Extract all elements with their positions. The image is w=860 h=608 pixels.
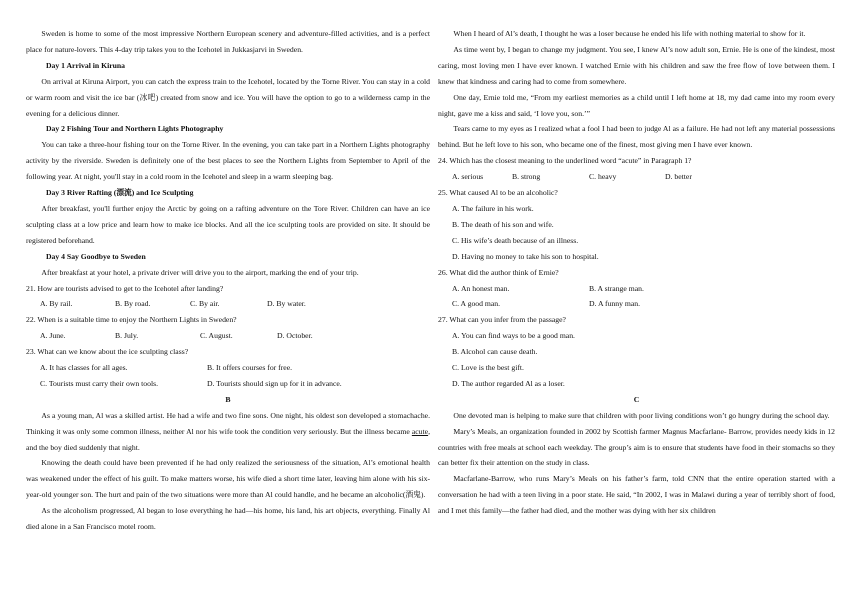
option-21c: C. By air. [190, 299, 220, 309]
option-22a: A. June. [40, 331, 66, 341]
section-c-paragraph-1: One devoted man is helping to make sure that children with poor living conditions won’t go hungry during the school day. [453, 410, 830, 420]
option-27c: C. Love is the best gift. [452, 363, 524, 373]
option-21d: D. By water. [267, 299, 306, 309]
option-22b: B. July. [115, 331, 139, 341]
left-column [26, 26, 430, 535]
question-22: 22. When is a suitable time to enjoy the Northern Lights in Sweden? [26, 315, 237, 325]
intro-paragraph: Sweden is home to some of the most impressive Northern European scenery and adventure-filled activities, and is a perfect place for nature-lovers. This 4-day trip takes you to the Icehotel in Jukkasjarvi in Sweden. [26, 29, 430, 54]
question-22-options [26, 328, 430, 344]
section-b-paragraph-3: As the alcoholism progressed, Al began to lose everything he had—his home, his land, his art objects, everything. Finally Al died alone in a San Francisco motel room. [26, 506, 430, 532]
section-c-heading: C [633, 394, 640, 404]
b-continued-paragraph-1: When I heard of Al’s death, I thought he was a loser because he ended his life with nothing material to show for it. [453, 29, 806, 38]
question-23-options-ab [26, 360, 430, 376]
section-b-paragraph-1 [26, 408, 430, 456]
option-25b: B. The death of his son and wife. [452, 219, 554, 229]
b-p1-before: As a young man, Al was a skilled artist. He had a wife and two fine sons. One night, his oldest son developed a stomachache. Thinking it was only some common illness, neither Al nor his wife took the condition very seriously. But the illness became [26, 410, 430, 436]
option-25d: D. Having no money to take his son to hospital. [452, 251, 599, 261]
option-22c: C. August. [200, 331, 233, 341]
question-24-options [438, 169, 835, 185]
option-26b: B. A strange man. [589, 283, 644, 293]
option-23d: D. Tourists should sign up for it in advance. [207, 378, 342, 388]
option-24b: B. strong [512, 172, 541, 182]
question-24: 24. Which has the closest meaning to the underlined word “acute” in Paragraph 1? [438, 156, 692, 166]
option-25a: A. The failure in his work. [452, 203, 534, 213]
question-26-options-cd [438, 296, 835, 312]
option-24d: D. better [665, 172, 692, 182]
section-b-heading: B [225, 394, 231, 404]
b-continued-paragraph-4: Tears came to my eyes as I realized what a fool I had been to judge Al as a failure. He had not left any material possessions behind. But he left love to his son, who became one of the finest, most giving men I have ever known. [438, 124, 835, 150]
option-27b: B. Alcohol can cause death. [452, 347, 538, 357]
underlined-word-acute: acute [411, 426, 429, 436]
option-27a: A. You can find ways to be a good man. [452, 331, 575, 341]
option-23b: B. It offers courses for free. [207, 363, 293, 373]
question-23-options-cd [26, 376, 430, 392]
day3-heading: Day 3 River Rafting (漂流) and Ice Sculpting [46, 188, 194, 198]
option-22d: D. October. [277, 331, 313, 341]
option-26c: C. A good man. [452, 299, 501, 309]
section-c-paragraph-3: Macfarlane-Barrow, who runs Mary’s Meals on his father’s farm, told CNN that the entire operation started with a conversation he had with a teen living in a poor state. He said, “In 2002, I was in Malawi during a year of terribly short of food, and I met this family—the father had died, and the mother was dying with her six children [438, 474, 835, 516]
day1-heading: Day 1 Arrival in Kiruna [46, 60, 126, 70]
question-26-options-ab [438, 281, 835, 297]
option-25c: C. His wife’s death because of an illness. [452, 235, 579, 245]
option-23c: C. Tourists must carry their own tools. [40, 378, 159, 388]
question-25: 25. What caused Al to be an alcoholic? [438, 188, 558, 198]
question-26: 26. What did the author think of Ernie? [438, 267, 559, 277]
option-24a: A. serious [452, 172, 484, 182]
b-p1-after: , and the boy died suddenly that night. [26, 426, 430, 452]
question-27: 27. What can you infer from the passage? [438, 315, 566, 325]
option-26a: A. An honest man. [452, 283, 510, 293]
option-27d: D. The author regarded Al as a loser. [452, 378, 565, 388]
right-column [438, 26, 835, 519]
day2-heading: Day 2 Fishing Tour and Northern Lights Photography [46, 124, 224, 134]
option-23a: A. It has classes for all ages. [40, 363, 128, 373]
day2-paragraph: You can take a three-hour fishing tour on the Torne River. In the evening, you can take part in a Northern Lights photography activity by the riverside. Sweden is definitely one of the best places to see the Northern Lights from September to April of the following year. At night, you'll stay in a cold room in the Icehotel and sleep in a warm sleeping bag. [26, 140, 430, 182]
question-21-options [26, 296, 430, 312]
b-continued-paragraph-2: As time went by, I began to change my judgment. You see, I knew Al’s now adult son, Ernie. He is one of the kindest, most caring, most loving men I have ever known. I watched Ernie with his children and saw the free flow of love between them. I knew that kindness and caring had to come from somewhere. [438, 44, 835, 86]
section-b-paragraph-2: Knowing the death could have been prevented if he had only realized the seriousness of the situation, Al’s emotional health was weakened under the effect of his guilt. To make matters worse, his wife died a short time later, leaving him alone with his six-year-old younger son. The hurt and pain of the two situations were more than Al could handle, and he became an alcoholic(酒鬼). [26, 458, 430, 500]
option-21b: B. By road. [115, 299, 151, 309]
option-21a: A. By rail. [40, 299, 73, 309]
day3-paragraph: After breakfast, you'll further enjoy the Arctic by going on a rafting adventure on the Tore River. Children can have an ice sculpting class at a low price and learn how to make ice blocks. And all the ice sculpting tools are provided on site. It should be registered beforehand. [26, 203, 430, 245]
question-23: 23. What can we know about the ice sculpting class? [26, 347, 189, 357]
option-26d: D. A funny man. [589, 299, 641, 309]
day1-paragraph: On arrival at Kiruna Airport, you can catch the express train to the Icehotel, located by the Torne River. You can stay in a cold or warm room and visit the ice bar (冰吧) created from snow and ice. You will have the option to go to a wilderness camp in the evening for a delicious dinner. [26, 76, 430, 118]
day4-heading: Day 4 Say Goodbye to Sweden [46, 251, 146, 261]
day4-paragraph: After breakfast at your hotel, a private driver will drive you to the airport, marking the end of your trip. [41, 267, 359, 277]
section-c-paragraph-2: Mary’s Meals, an organization founded in 2002 by Scottish farmer Magnus Macfarlane- Barrow, provides needy kids in 12 countries with free meals at school each weekday. The group’s aim is to ensure that students have food in their stomachs so they can better fix their attention on the study in class. [438, 426, 835, 468]
b-continued-paragraph-3: One day, Ernie told me, “From my earliest memories as a child until I left home at 18, my dad came into my room every night, gave me a kiss and said, ‘I love you, son.’” [438, 92, 835, 118]
question-21: 21. How are tourists advised to get to the Icehotel after landing? [26, 283, 224, 293]
option-24c: C. heavy [589, 172, 617, 182]
